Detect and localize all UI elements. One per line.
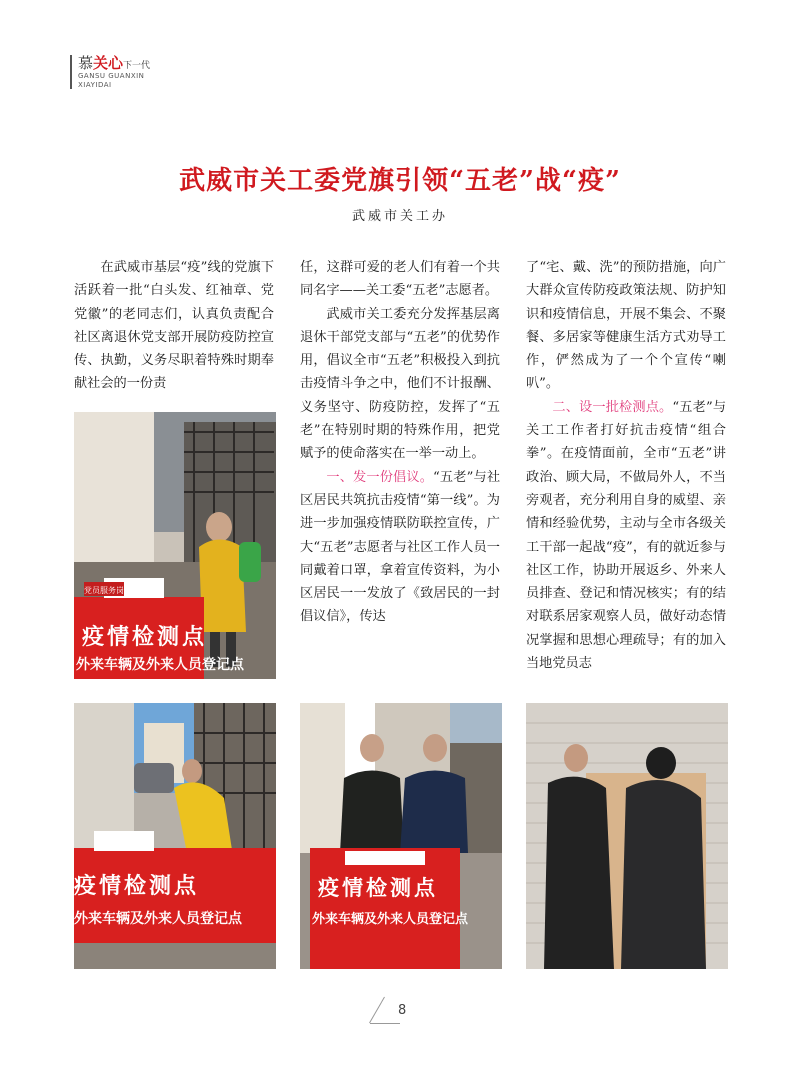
column-3 xyxy=(526,256,726,675)
masthead-title-b: 关心 xyxy=(93,54,124,72)
masthead-english xyxy=(78,72,144,90)
page-number: 8 xyxy=(398,1003,407,1018)
masthead-title-c: 下一代 xyxy=(123,61,151,71)
article-author: 武威市关工办 xyxy=(351,209,448,224)
photo1-sign-line1: 疫情检测点 xyxy=(82,625,208,650)
photo-two-volunteers xyxy=(300,703,502,969)
col3-paragraph-2 xyxy=(526,396,726,676)
photo-posting-notice xyxy=(526,703,728,969)
photo3-sign-line1: 疫情检测点 xyxy=(318,876,438,900)
masthead-english-1: GANSU GUANXIN xyxy=(78,72,145,80)
photo2-sign-line1: 疫情检测点 xyxy=(74,874,200,899)
col2-paragraph-3-text: “五老”与社区居民共筑抗击疫情“第一线”。为进一步加强疫情联防联控宣传，广大“五老”志愿者与社区工作人员一同戴着口罩，拿着宣传资料，为小区居民一一发放了《致居民的一封倡议信》，传达 xyxy=(300,469,501,625)
masthead-bar xyxy=(70,55,72,89)
col2-paragraph-3 xyxy=(300,466,500,629)
col1-paragraph-1: 在武威市基层“疫”线的党旗下活跃着一批“白头发、红袖章、党党徽”的老同志们，认真负责配合社区离退休党支部开展防疫防控宣传、执勤，义务尽职着特殊时期奉献社会的一份责 xyxy=(74,260,274,392)
column-1 xyxy=(74,256,274,396)
col2-paragraph-2: 武威市关工委充分发挥基层离退休干部党支部与“五老”的优势作用，倡议全市“五老”积极投入到抗击疫情斗争之中，他们不计报酬、义务坚守、防疫防控，发挥了“五老”在特别时期的特殊作用，把党赋予的使命落实在一举一动上。 xyxy=(300,306,500,462)
photo1-sign-small: 党员服务岗 xyxy=(84,586,124,595)
masthead-title-a: 慕 xyxy=(78,54,94,72)
masthead-title xyxy=(78,52,150,73)
col2-paragraph-1: 任，这群可爱的老人们有着一个共同名字——关工委“五老”志愿者。 xyxy=(300,260,500,299)
col3-paragraph-2-text: “五老”与关工工作者打好抗击疫情“组合拳”。在疫情面前，全市“五老”讲政治、顾大局，不做局外人，不当旁观者，充分利用自身的威望、亲情和经验优势，主动与全市各级关工干部一起战“疫”，有的就近参与社区工作，协助开展返乡、外来人员排查、登记和情况核实；有的结对联系居家观察人员，做好动态情况掌握和思想心理疏导；有的加入当地党员志 xyxy=(526,399,727,672)
footer-slash xyxy=(369,997,385,1023)
article-title: 武威市关工委党旗引领“五老”战“疫” xyxy=(179,166,621,196)
masthead-english-2: XIAYIDAI xyxy=(78,81,112,89)
col3-paragraph-1: 了“宅、戴、洗”的预防措施，向广大群众宣传防疫政策法规、防护知识和疫情信息，开展不集会、不聚餐、多居家等健康生活方式劝导工作，俨然成为了一个个宣传“喇叭”。 xyxy=(526,260,726,392)
photo-checkpoint-sprayer xyxy=(74,412,276,679)
col3-heading-2: 二、设一批检测点。 xyxy=(552,399,673,415)
photo1-sign-line2: 外来车辆及外来人员登记点 xyxy=(76,657,244,673)
photo3-sign-line2: 外来车辆及外来人员登记点 xyxy=(312,912,469,927)
column-2 xyxy=(300,256,500,629)
footer-rule xyxy=(370,1023,400,1024)
photo-volunteer-spraying xyxy=(74,703,276,969)
masthead xyxy=(70,52,220,92)
photo2-sign-line2: 外来车辆及外来人员登记点 xyxy=(74,911,242,927)
col2-heading-1: 一、发一份倡议。 xyxy=(326,469,434,485)
